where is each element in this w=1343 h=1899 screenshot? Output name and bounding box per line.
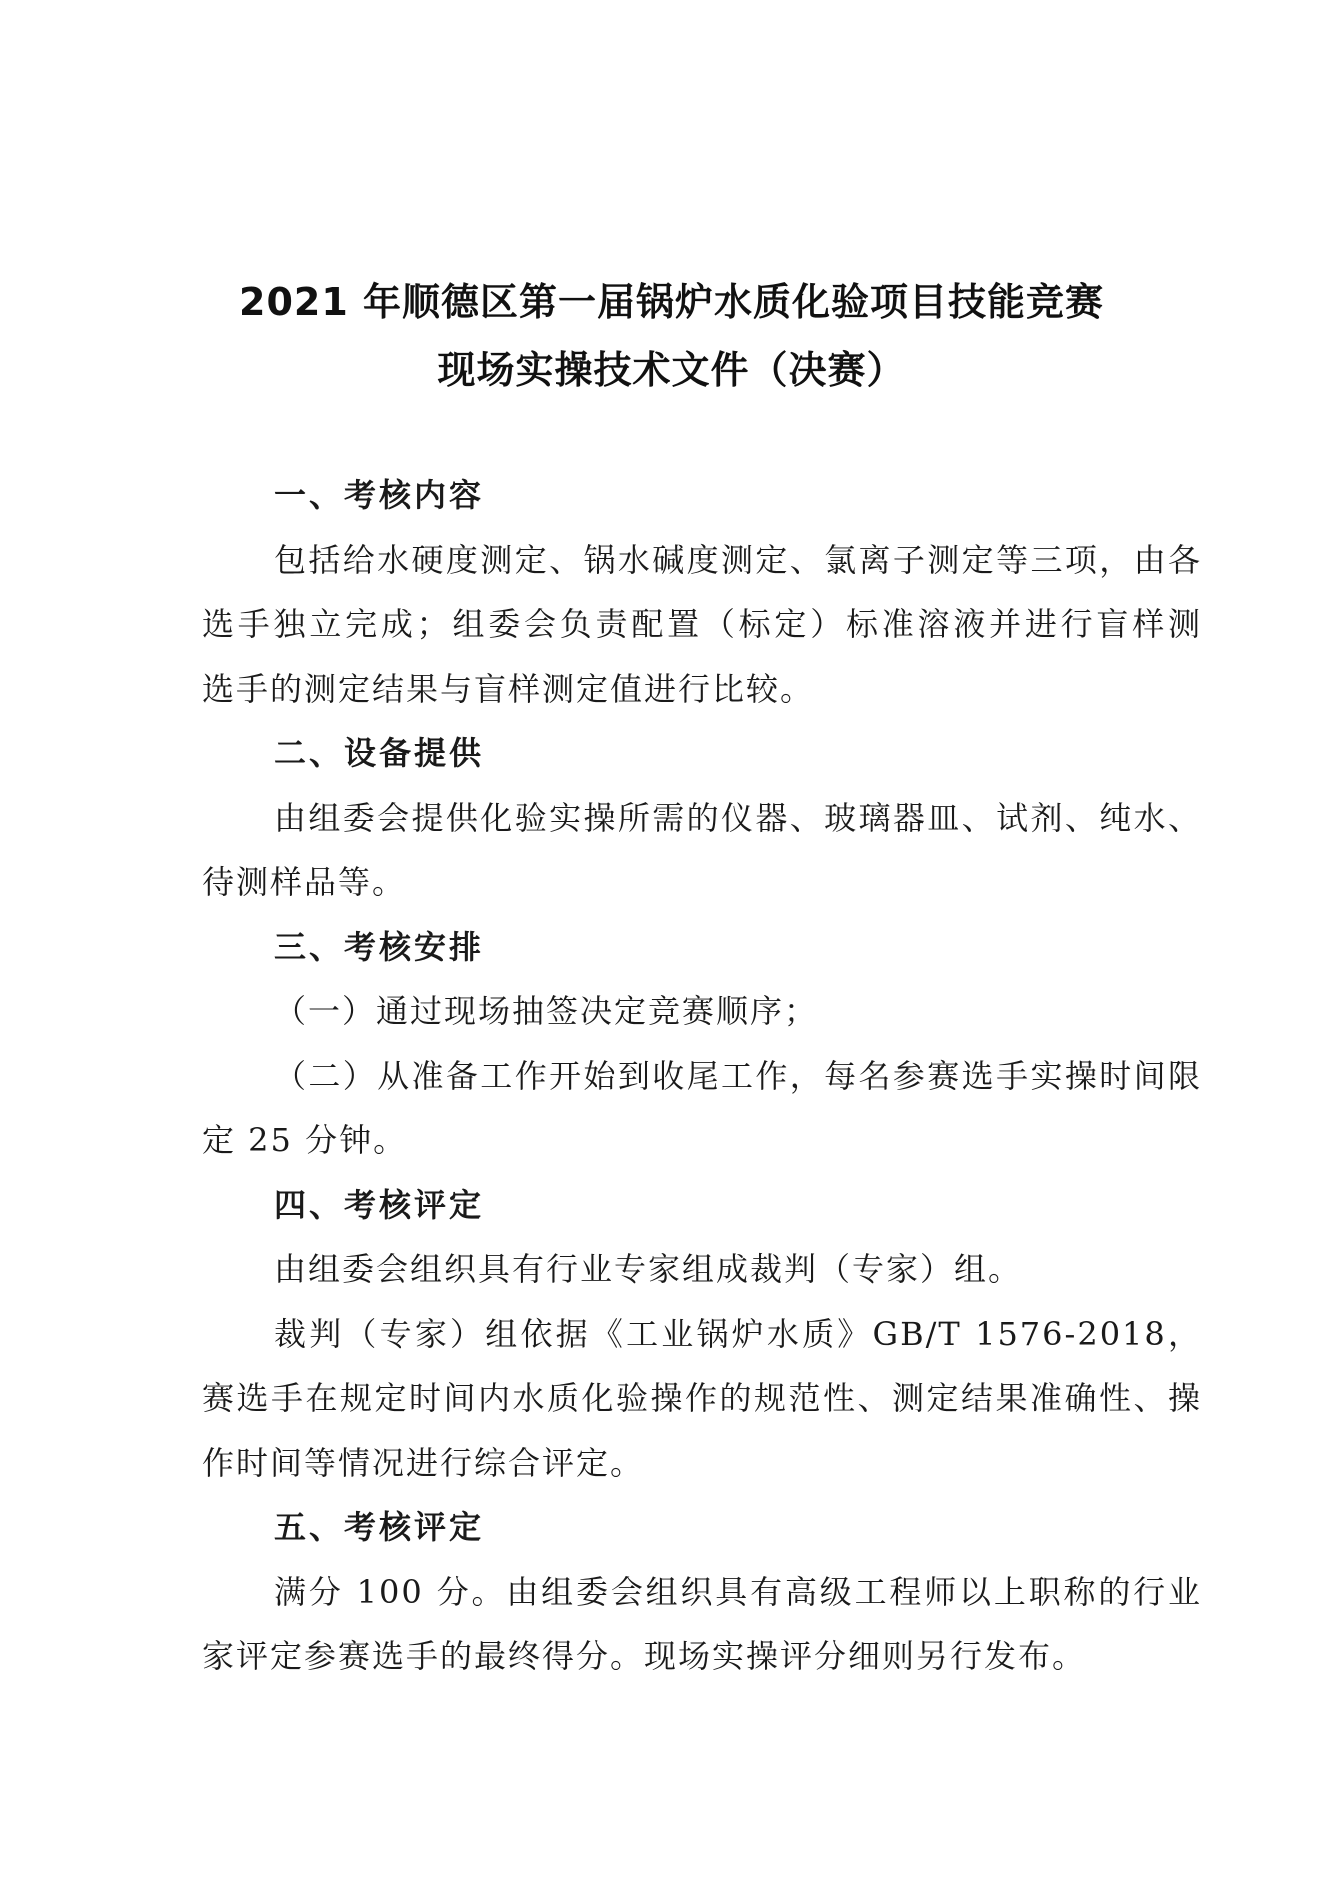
paragraph-line: 家评定参赛选手的最终得分。现场实操评分细则另行发布。 xyxy=(202,1637,1087,1675)
paragraph-line: 选手独立完成；组委会负责配置（标定）标准溶液并进行盲样测 xyxy=(202,605,1202,643)
paragraph-line: 包括给水硬度测定、锅水碱度测定、氯离子测定等三项，由各 xyxy=(274,540,1202,579)
section-heading-3: 三、考核安排 xyxy=(274,927,485,966)
paragraph-line: 由组委会组织具有行业专家组成裁判（专家）组。 xyxy=(274,1250,1023,1288)
section-heading-5: 五、考核评定 xyxy=(274,1508,485,1546)
section-heading-2: 二、设备提供 xyxy=(274,734,485,772)
paragraph-line: 选手的测定结果与盲样测定值进行比较。 xyxy=(202,669,815,708)
section-heading-1: 一、考核内容 xyxy=(274,476,485,514)
paragraph-line: （二）从准备工作开始到收尾工作，每名参赛选手实操时间限 xyxy=(274,1056,1202,1095)
title-line-2: 现场实操技术文件（决赛） xyxy=(437,348,906,392)
paragraph-line: （一）通过现场抽签决定竞赛顺序； xyxy=(274,992,819,1030)
title-line-1: 2021 年顺德区第一届锅炉水质化验项目技能竞赛 xyxy=(239,280,1104,324)
paragraph-line: 定 25 分钟。 xyxy=(202,1121,408,1159)
document-title xyxy=(0,268,1343,404)
section-heading-4: 四、考核评定 xyxy=(274,1185,485,1224)
paragraph-line: 裁判（专家）组依据《工业锅炉水质》GB/T 1576-2018， xyxy=(274,1314,1202,1353)
paragraph-line: 待测样品等。 xyxy=(202,863,407,901)
paragraph-line: 由组委会提供化验实操所需的仪器、玻璃器皿、试剂、纯水、 xyxy=(274,798,1202,837)
document-body xyxy=(202,463,1202,1689)
paragraph-line: 作时间等情况进行综合评定。 xyxy=(202,1443,645,1482)
paragraph-line: 赛选手在规定时间内水质化验操作的规范性、测定结果准确性、操 xyxy=(202,1379,1202,1417)
paragraph-line: 满分 100 分。由组委会组织具有高级工程师以上职称的行业 xyxy=(274,1572,1202,1611)
